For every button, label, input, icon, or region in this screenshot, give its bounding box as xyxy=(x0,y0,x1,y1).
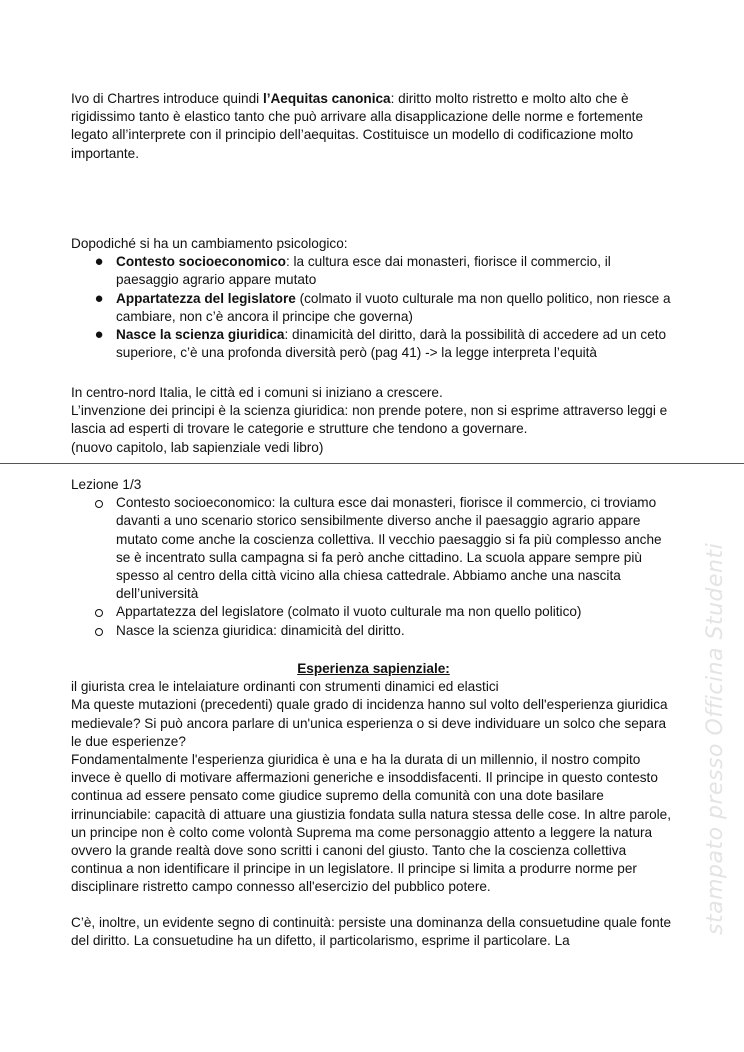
experience-paragraph-3: Fondamentalmente l'esperienza giuridica è una e ha la durata di un millennio, il nostro compito invece è quello di motivare affermazioni generiche e insoddisfacenti. Il principe in questo contesto continua ad essere pensato come giudice supremo della comunità con una dote basilare irrinunciabile: capacità di attuare una giustizia fondata sulla natura stessa delle cose. In altre parole, un principe non è colto come volontà Suprema ma come personaggio attento a leggere la natura ovvero la grande realtà dove sono scritti i canoni del giusto. Tanto che la coscienza collettiva continua a non identificare il principe in un legislatore. Il principe si limita a produrre norme per disciplinare ristretto campo connesso all'esercizio del pubblico potere. xyxy=(71,752,671,895)
lesson-section xyxy=(71,476,676,640)
cities-line-1: In centro-nord Italia, le città ed i comuni si iniziano a crescere. xyxy=(71,385,443,400)
change-list xyxy=(71,253,676,362)
lesson-list xyxy=(71,494,676,640)
list-item xyxy=(71,290,676,326)
intro-pre: Ivo di Chartres introduce quindi xyxy=(71,91,263,106)
change-lead: Dopodiché si ha un cambiamento psicologico: xyxy=(71,236,348,251)
experience-paragraph-2: Ma queste mutazioni (precedenti) quale grado di incidenza hanno sul volto dell'esperienza giuridica medievale? Si può ancora parlare di un'unica esperienza o si deve individuare un solco che separa le due esperienze? xyxy=(71,697,668,749)
item-term: Nasce la scienza giuridica xyxy=(116,327,285,343)
list-item xyxy=(71,326,676,362)
continuity-text: C’è, inoltre, un evidente segno di continuità: persiste una dominanza della consuetudine quale fonte del diritto. La consuetudine ha un difetto, il particolarismo, esprime il particolare. La xyxy=(71,915,672,949)
circle-bullet-icon xyxy=(92,603,106,622)
circle-bullet-icon xyxy=(92,622,106,641)
cities-paragraph xyxy=(71,384,676,457)
cities-line-3: (nuovo capitolo, lab sapienziale vedi libro) xyxy=(71,439,324,455)
item-text: Nasce la scienza giuridica: dinamicità del diritto. xyxy=(116,622,405,638)
item-text: Appartatezza del legislatore (colmato il vuoto culturale ma non quello politico) xyxy=(116,604,582,620)
list-item xyxy=(71,494,676,603)
experience-paragraph-1: il giurista crea le intelaiature ordinanti con strumenti dinamici ed elastici xyxy=(71,679,499,695)
list-item xyxy=(71,253,676,289)
experience-section xyxy=(71,660,676,897)
item-text: : dinamicità del diritto, darà la possibilità di accedere ad un ceto superiore, c’è una profonda diversità però (pag 41) -> la legge interpreta l’equità xyxy=(116,327,667,361)
bullet-icon: ● xyxy=(94,289,104,307)
intro-paragraph xyxy=(71,90,676,163)
section-heading: Esperienza sapienziale: xyxy=(297,661,450,676)
item-text: (colmato il vuoto culturale ma non quello politico, non riesce a cambiare, non c’è ancora il principe che governa) xyxy=(116,290,671,324)
watermark: stampato presso Officina Studenti xyxy=(703,542,728,935)
bullet-icon: ● xyxy=(94,326,104,344)
item-term: Appartatezza del legislatore xyxy=(116,290,296,306)
item-text: Contesto socioeconomico: la cultura esce dai monasteri, fiorisce il commercio, ci troviamo davanti a uno scenario storico sensibilmente diverso anche il paesaggio agrario appare mutato come anche la coscienza collettiva. Il vecchio paesaggio si fa più complesso anche se è incentrato sulla campagna si fa però anche cittadino. La scuola appare sempre più spesso al centro della città vicino alla chiesa cattedrale. Abbiamo anche una nascita dell’università xyxy=(116,495,662,602)
circle-bullet-icon xyxy=(92,494,106,513)
bullet-icon: ● xyxy=(94,253,104,271)
lesson-title: Lezione 1/3 xyxy=(71,477,142,492)
list-item xyxy=(71,603,676,621)
item-text: : la cultura esce dai monasteri, fiorisce il commercio, il paesaggio agrario appare mutato xyxy=(116,254,611,288)
change-section xyxy=(71,235,676,362)
list-item xyxy=(71,622,676,640)
section-divider xyxy=(0,463,744,464)
intro-post: : diritto molto ristretto e molto alto che è rigidissimo tanto è elastico tanto che può arrivare alla disapplicazione delle norme e fortemente legato all’interprete con il principio dell’aequitas. Costituisce un modello di codificazione molto importante. xyxy=(71,91,644,161)
cities-line-2: L’invenzione dei principi è la scienza giuridica: non prende potere, non si esprime attraverso leggi e lascia ad esperti di trovare le categorie e strutture che tendono a governare. xyxy=(71,403,668,437)
item-term: Contesto socioeconomico xyxy=(116,254,286,270)
continuity-paragraph xyxy=(71,914,676,950)
aequitas-term: l’Aequitas canonica xyxy=(262,91,391,106)
